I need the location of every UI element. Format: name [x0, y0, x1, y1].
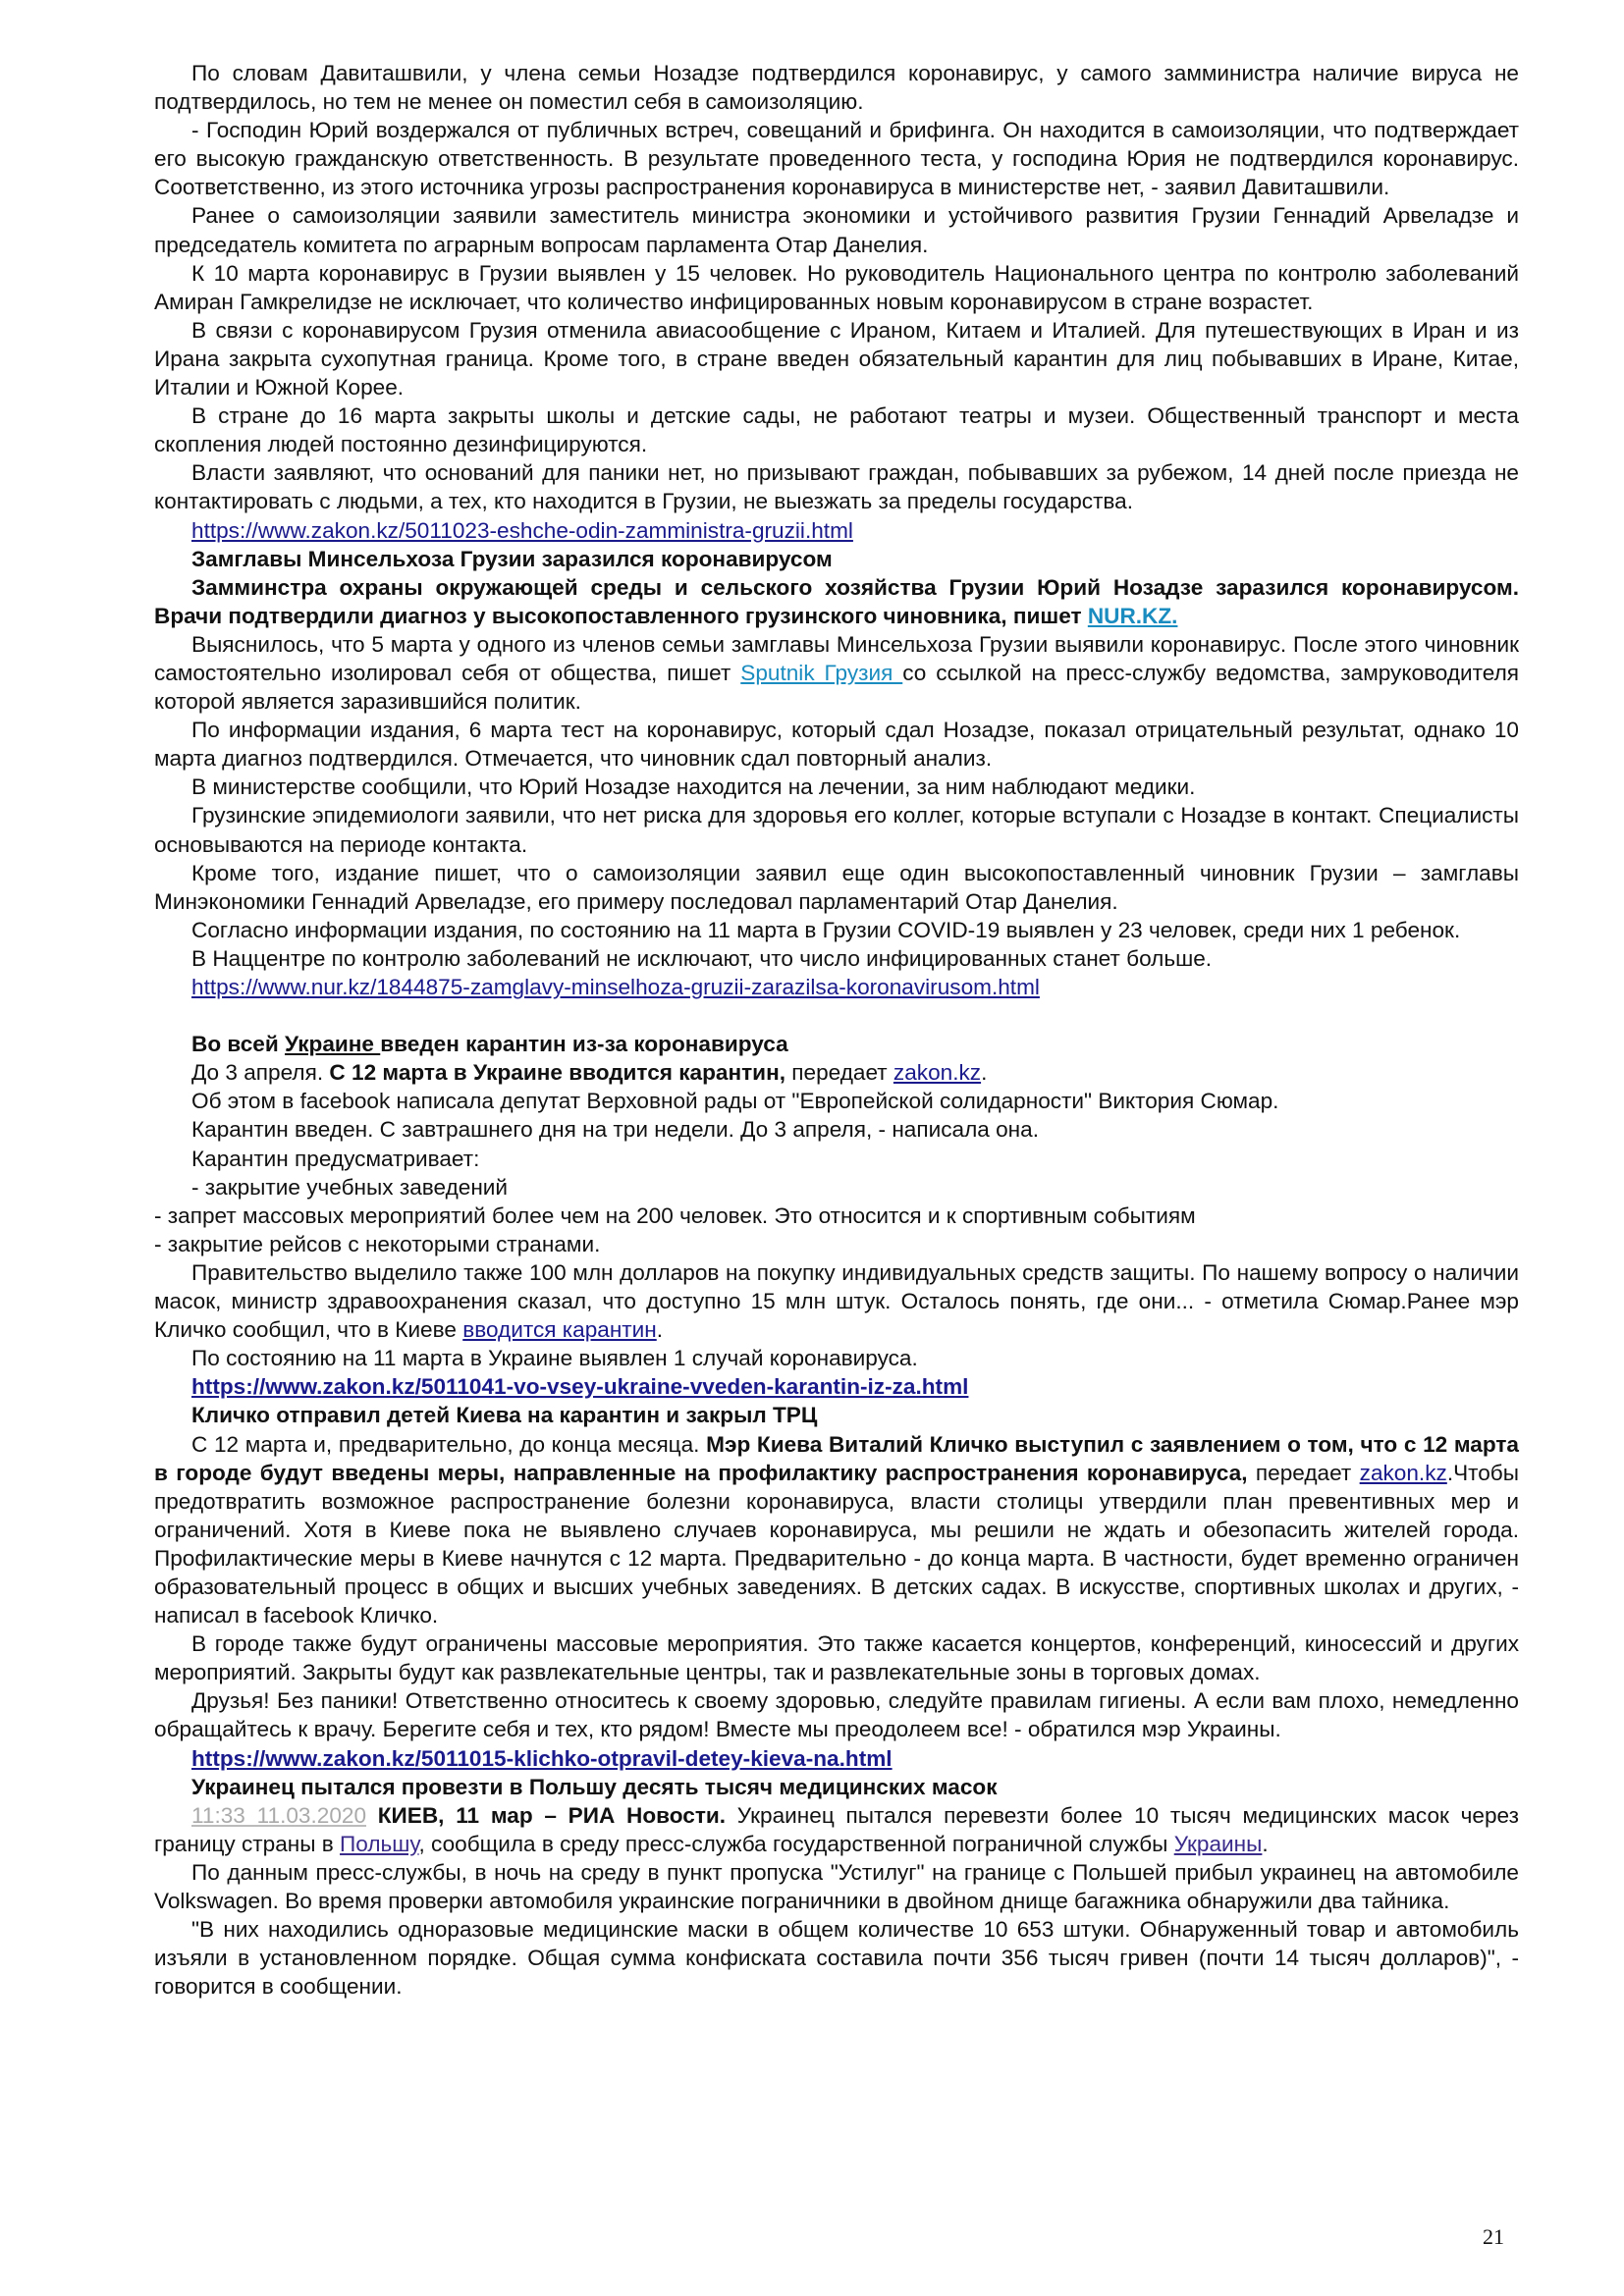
text: Выяснилось, что 5 марта у одного из членов семьи замглавы Минсельхоза Грузии выявили коронавирус. После этого чиновник самостоятельно изолировал себя от общества, пишет: [154, 631, 1519, 685]
lead-paragraph: [154, 573, 1519, 630]
text: .: [981, 1060, 988, 1086]
source-link[interactable]: https://www.zakon.kz/5011023-eshche-odin-zamministra-gruzii.html: [191, 517, 853, 543]
paragraph: "В них находились одноразовые медицинские маски в общем количестве 10 653 штуки. Обнаруженный товар и автомобиль изъяли в установленном порядке. Общая сумма конфиската составила почти 356 тысяч гривен (почти 14 тысяч долларов)", - говорится в сообщении.: [154, 1917, 1519, 2000]
article-title: Кличко отправил детей Киева на карантин и закрыл ТРЦ: [191, 1403, 818, 1428]
list-item: - закрытие учебных заведений: [191, 1174, 509, 1200]
poland-link[interactable]: Польшу: [340, 1831, 419, 1856]
list-item: - закрытие рейсов с некоторыми странами.: [154, 1231, 601, 1256]
source-link[interactable]: https://www.zakon.kz/5011041-vo-vsey-ukraine-vveden-karantin-iz-za.html: [191, 1374, 969, 1400]
paragraph: В городе также будут ограничены массовые мероприятия. Это также касается концертов, конференций, киносессий и других мероприятий. Закрыты будут как развлекательные центры, так и развлекательные зоны в торговых домах.: [154, 1631, 1519, 1685]
text: передает: [785, 1060, 893, 1086]
paragraph: Об этом в facebook написала депутат Верховной рады от "Европейской солидарности" Виктория Сюмар.: [191, 1089, 1279, 1114]
text: Во всей: [191, 1032, 286, 1057]
paragraph: - Господин Юрий воздержался от публичных встреч, совещаний и брифинга. Он находится в самоизоляции, что подтверждает его высокую гражданскую ответственность. В результате проведенного теста, у господина Юрия не подтвердился коронавирус. Соответственно, из этого источника угрозы распространения коронавируса в министерстве нет, - заявил Давиташвили.: [154, 118, 1519, 200]
ukraine-link[interactable]: Украины: [1173, 1831, 1263, 1856]
text: введен карантин из-за коронавируса: [380, 1032, 788, 1057]
paragraph: По состоянию на 11 марта в Украине выявлен 1 случай коронавируса.: [191, 1346, 918, 1371]
bold-text: С 12 марта в Украине вводится карантин,: [329, 1060, 785, 1086]
document-page: [154, 59, 1519, 2001]
source-link[interactable]: https://www.nur.kz/1844875-zamglavy-minselhoza-gruzii-zarazilsa-koronavirusom.html: [191, 975, 1040, 999]
paragraph: В министерстве сообщили, что Юрий Нозадзе находится на лечении, за ним наблюдают медики.: [191, 774, 1196, 800]
bold-text: Мэр Киева Виталий Кличко выступил с заявлением о том, что с 12 марта в городе будут введены меры, направленные на профилактику распространения коронавируса,: [154, 1431, 1519, 1485]
text: со ссылкой на пресс-службу ведомства, замруководителя которой является заразившийся политик.: [154, 660, 1519, 715]
paragraph: [154, 1430, 1519, 1630]
text: .: [656, 1317, 664, 1343]
paragraph: [154, 630, 1519, 716]
article-title: Украинец пытался провезти в Польшу десять тысяч медицинских масок: [191, 1774, 998, 1799]
sputnik-link[interactable]: Sputnik Грузия: [740, 660, 903, 685]
paragraph: [154, 1258, 1519, 1344]
zakon-kz-link[interactable]: zakon.kz: [893, 1060, 982, 1086]
paragraph: Карантин введен. С завтрашнего дня на три недели. До 3 апреля, - написала она.: [191, 1117, 1039, 1143]
article-title: Замглавы Минсельхоза Грузии заразился коронавирусом: [191, 546, 833, 571]
text: До 3 апреля.: [191, 1060, 330, 1086]
bold-text: КИЕВ, 11 мар – РИА Новости.: [366, 1802, 727, 1828]
paragraph: Кроме того, издание пишет, что о самоизоляции заявил еще один высокопоставленный чиновник Грузии – замглавы Минэкономики Геннадий Арвеладзе, его примеру последовал парламентарий Отар Данелия.: [154, 860, 1519, 914]
text: .: [1262, 1831, 1269, 1856]
paragraph: По информации издания, 6 марта тест на коронавирус, который сдал Нозадзе, показал отрицательный результат, однако 10 марта диагноз подтвердился. Отмечается, что чиновник сдал повторный анализ.: [154, 718, 1519, 772]
paragraph: В Наццентре по контролю заболеваний не исключают, что число инфицированных станет больше.: [191, 945, 1213, 971]
nur-kz-link[interactable]: NUR.KZ.: [1087, 603, 1178, 628]
paragraph: [154, 1058, 1519, 1087]
paragraph: Ранее о самоизоляции заявили заместитель министра экономики и устойчивого развития Грузии Геннадий Арвеладзе и председатель комитета по аграрным вопросам парламента Отар Данелия.: [154, 203, 1519, 257]
lead-text: Замминстра охраны окружающей среды и сельского хозяйства Грузии Юрий Нозадзе заразился коронавирусом. Врачи подтвердили диагноз у высокопоставленного грузинского чиновника, пишет: [154, 574, 1519, 628]
paragraph: В связи с коронавирусом Грузия отменила авиасообщение с Ираном, Китаем и Италией. Для путешествующих в Иран и из Ирана закрыта сухопутная граница. Кроме того, в стране введен обязательный карантин для лиц побывавших в Иране, Китае, Италии и Южной Корее.: [154, 317, 1519, 400]
paragraph: Друзья! Без паники! Ответственно относитесь к своему здоровью, следуйте правилам гигиены. А если вам плохо, немедленно обращайтесь к врачу. Берегите себя и тех, кто рядом! Вместе мы преодолеем все! - обратился мэр Украины.: [154, 1688, 1519, 1742]
text: С 12 марта и, предварительно, до конца месяца.: [191, 1431, 707, 1457]
article-title: [154, 1030, 1519, 1058]
paragraph: Согласно информации издания, по состоянию на 11 марта в Грузии COVID-19 выявлен у 23 человек, среди них 1 ребенок.: [191, 917, 1461, 942]
text: Украинец пытался перевезти более 10 тысяч медицинских масок через границу страны в: [154, 1802, 1519, 1856]
paragraph: По данным пресс-службы, в ночь на среду в пункт пропуска "Устилуг" на границе с Польшей прибыл украинец на автомобиле Volkswagen. Во время проверки автомобиля украинские пограничники в двойном днище багажника обнаружили два тайника.: [154, 1859, 1519, 1913]
list-item: - запрет массовых мероприятий более чем на 200 человек. Это относится и к спортивным событиям: [154, 1202, 1196, 1228]
blank-line: [154, 1001, 1519, 1030]
timestamp-link[interactable]: 11:33 11.03.2020: [191, 1802, 367, 1828]
page-number: 21: [1483, 2224, 1504, 2249]
text: Правительство выделило также 100 млн долларов на покупку индивидуальных средств защиты. По нашему вопросу о наличии масок, министр здравоохранения сказал, что доступно 15 млн штук. Осталось понять, где они... - отметила Сюмар.Ранее мэр Кличко сообщил, что в Киеве: [154, 1259, 1519, 1343]
zakon-kz-link[interactable]: zakon.kz: [1359, 1460, 1447, 1485]
source-link[interactable]: https://www.zakon.kz/5011015-klichko-otpravil-detey-kieva-na.html: [191, 1745, 893, 1771]
paragraph: К 10 марта коронавирус в Грузии выявлен у 15 человек. Но руководитель Национального центра по контролю заболеваний Амиран Гамкрелидзе не исключает, что количество инфицированных новым коронавирусом в стране возрастет.: [154, 260, 1519, 314]
quarantine-link[interactable]: вводится карантин: [462, 1317, 657, 1343]
paragraph: По словам Давиташвили, у члена семьи Нозадзе подтвердился коронавирус, у самого замминистра наличие вируса не подтвердилось, но тем не менее он поместил себя в самоизоляцию.: [154, 61, 1519, 115]
paragraph: Власти заявляют, что оснований для паники нет, но призывают граждан, побывавших за рубежом, 14 дней после приезда не контактировать с людьми, а тех, кто находится в Грузии, не выезжать за пределы государства.: [154, 460, 1519, 514]
paragraph: Грузинские эпидемиологи заявили, что нет риска для здоровья его коллег, которые вступали с Нозадзе в контакт. Специалисты основываются на периоде контакта.: [154, 803, 1519, 857]
paragraph: В стране до 16 марта закрыты школы и детские сады, не работают театры и музеи. Общественный транспорт и места скопления людей постоянно дезинфицируются.: [154, 403, 1519, 457]
text: .Чтобы предотвратить возможное распространение болезни коронавируса, власти столицы утвердили план превентивных мер и ограничений. Хотя в Киеве пока не выявлено случаев коронавируса, мы решили не ждать и обезопасить жителей города. Профилактические меры в Киеве начнутся с 12 марта. Предварительно - до конца марта. В частности, будет временно ограничен образовательный процесс в общих и высших учебных заведениях. В детских садах. В искусстве, спортивных школах и других, - написал в facebook Кличко.: [154, 1460, 1519, 1629]
text: , сообщила в среду пресс-служба государственной пограничной службы: [418, 1831, 1174, 1856]
ukraine-link[interactable]: Украине: [285, 1032, 381, 1057]
text: передает: [1247, 1460, 1360, 1485]
paragraph: Карантин предусматривает:: [191, 1146, 480, 1171]
paragraph: [154, 1801, 1519, 1858]
